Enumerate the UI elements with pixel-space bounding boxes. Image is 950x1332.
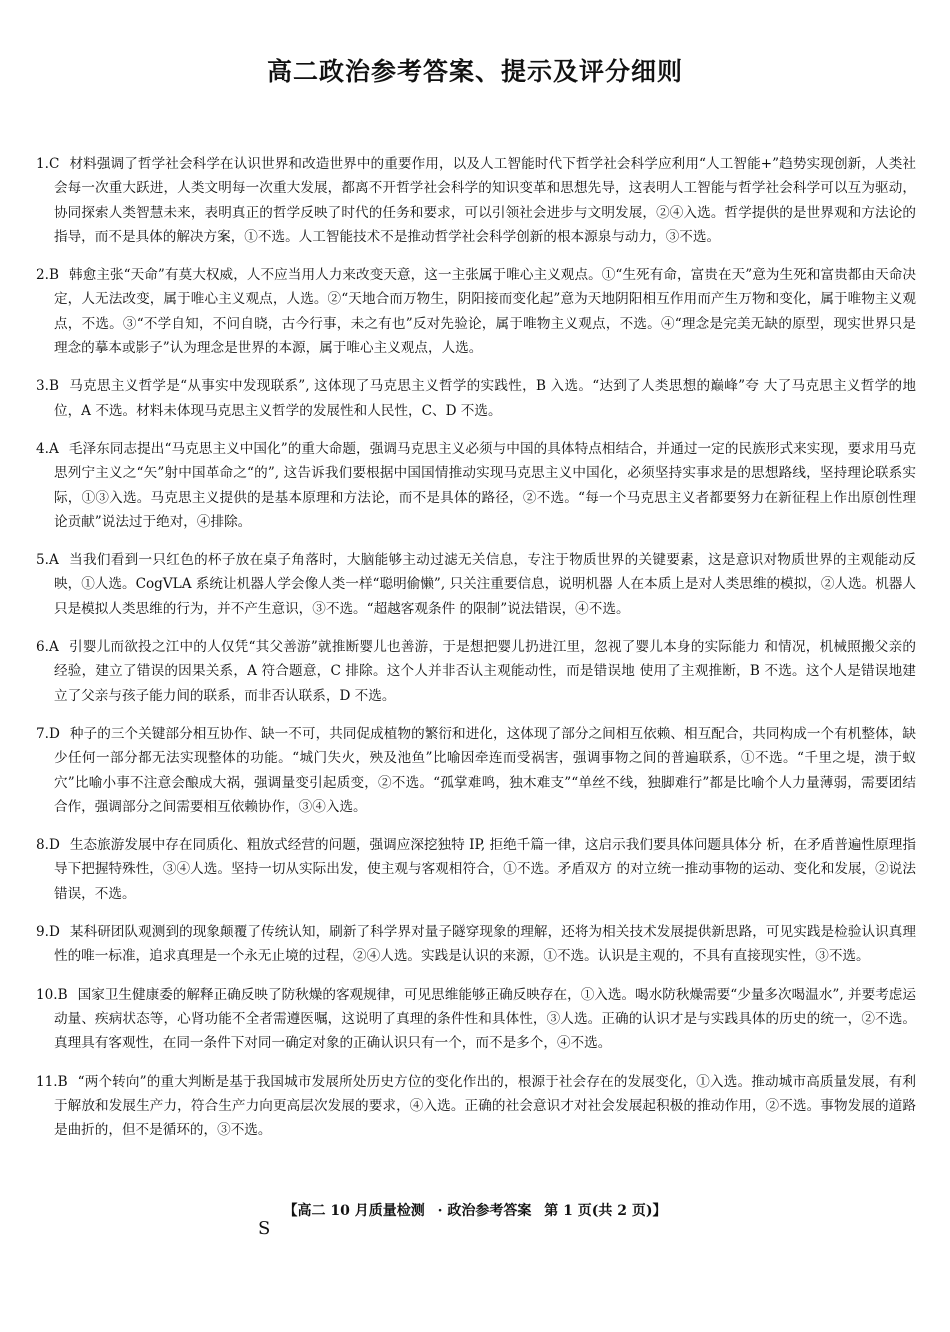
answer-explanation: 韩愈主张“天命”有莫大权威，人不应当用人力来改变天意，这一主张属于唯心主义观点。①“生死有命，富贵在天”意为生死和富贵都由天命决定，人无法改变，属于唯心主义观点，人选。②“天地合而万物生，阴阳接而变化起”意为天地阴阳相互作用而产生万物和变化，属于唯物主义观点，不选。③“不学自知，不问自晓，古今行事，未之有也”反对先验论，属于唯物主义观点，不选。④“理念是完美无缺的原型，现实世界只是理念的摹本或影子”认为理念是世界的本源，属于唯心主义观点，人选。 (54, 267, 916, 357)
answer-explanation: 生态旅游发展中存在同质化、粗放式经营的问题，强调应深挖独特 IP, 拒绝千篇一律，这启示我们要具体问题具体分 析，在矛盾普遍性原理指导下把握特殊性，③④人选。坚持一切从实际出发，使主观与客观相符合，①不选。矛盾双方 的对立统一推动事物的运动、变化和发展，②说法错误，不选。 (54, 837, 916, 902)
footer-exam-name: 【高二 10 月质量检测 (283, 1203, 425, 1219)
answer-item (36, 437, 916, 534)
answer-item (36, 983, 916, 1056)
answer-number: 4.A (36, 440, 59, 457)
answer-item (36, 263, 916, 360)
answer-explanation: 国家卫生健康委的解释正确反映了防秋燥的客观规律，可见思维能够正确反映存在，①入选。喝水防秋燥需要“少量多次喝温水”, 并要考虑运动量、疾病状态等，心肾功能不全者需遵医嘱，这说明了真理的条件性和具体性，③人选。正确的认识才是与实践具体的历史的统一，②不选。真理具有客观性，在同一条件下对同一确定对象的正确认识只有一个，而不是多个，④不选。 (54, 986, 916, 1052)
answer-explanation: 当我们看到一只红色的杯子放在桌子角落时，大脑能够主动过滤无关信息，专注于物质世界的关键要素，这是意识对物质世界的主观能动反映，①人选。CogVLA 系统让机器人学会像人类一样“聪明偷懒”, 只关注重要信息，说明机器 人在本质上是对人类思维的模拟，②人选。机器人只是模拟人类思维的行为，并不产生意识，③不选。“超越客观条件 的限制”说法错误，④不选。 (54, 552, 916, 617)
answer-number: 2.B (36, 267, 59, 284)
answer-number: 9.D (36, 924, 60, 941)
answer-explanation: 毛泽东同志提出“马克思主义中国化”的重大命题，强调马克思主义必须与中国的具体特点相结合，并通过一定的民族形式来实现，要求用马克思列宁主义之“矢”射中国革命之“的”, 这告诉我们要根据中国国情推动实现马克思主义中国化，必须坚持实事求是的思想路线，坚持理论联系实际，①③入选。马克思主义提供的是基本原理和方法论，而不是具体的路径，②不选。“每一个马克思主义者都要努力在新征程上作出原创性理论贡献”说法过于绝对，④排除。 (54, 440, 916, 530)
answer-explanation: 引婴儿而欲投之江中的人仅凭“其父善游”就推断婴儿也善游，于是想把婴儿扔进江里，忽视了婴儿本身的实际能力 和情况，机械照搬父亲的经验，建立了错误的因果关系，A 符合题意，C 排除。这个人并非否认主观能动性，而是错误地 使用了主观推断，B 不选。这个人是错误地建立了父亲与孩子能力间的联系，而非否认联系，D 不选。 (54, 639, 916, 704)
answer-item (36, 548, 916, 621)
answer-number: 5.A (36, 552, 59, 569)
answer-number: 11.B (36, 1073, 68, 1090)
answer-number: 6.A (36, 639, 59, 656)
answer-item (36, 920, 916, 969)
answer-item (36, 374, 916, 423)
answer-explanation: 马克思主义哲学是“从事实中发现联系”, 这体现了马克思主义哲学的实践性，B 入选。“达到了人类思想的巅峰”夸 大了马克思主义哲学的地位，A 不选。材料未体现马克思主义哲学的发展性和人民性，C、D 不选。 (54, 378, 916, 419)
answer-number: 10.B (36, 986, 68, 1003)
footer-page-number: 第 1 页(共 2 页)】 (544, 1203, 667, 1219)
answer-item (36, 635, 916, 708)
answer-item (36, 722, 916, 819)
answer-item (36, 152, 916, 249)
answer-number: 8.D (36, 837, 60, 854)
page-footer (0, 1200, 950, 1220)
answer-explanation: 材料强调了哲学社会科学在认识世界和改造世界中的重要作用，以及人工智能时代下哲学社会科学应利用“人工智能+”趋势实现创新，人类社会每一次重大跃进，人类文明每一次重大发展，都离不开哲学社会科学的知识变革和思想先导，这表明人工智能与哲学社会科学可以互为驱动，协同探索人类智慧未来，表明真正的哲学反映了时代的任务和要求，可以引领社会进步与文明发展，②④入选。哲学提供的是世界观和方法论的指导，而不是具体的解决方案，①不选。人工智能技术不是推动哲学社会科学创新的根本源泉与动力，③不选。 (54, 156, 916, 245)
answer-number: 7.D (36, 725, 60, 742)
answer-item (36, 1070, 916, 1143)
answer-explanation: 某科研团队观测到的现象颠覆了传统认知，刷新了科学界对量子隧穿现象的理解，还将为相关技术发展提供新思路，可见实践是检验认识真理性的唯一标准，追求真理是一个永无止境的过程，②④人选。实践是认识的来源，①不选。认识是主观的，不具有直接现实性，③不选。 (54, 924, 916, 965)
answer-number: 3.B (36, 378, 59, 395)
answer-explanation: 种子的三个关键部分相互协作、缺一不可，共同促成植物的繁衍和进化，这体现了部分之间相互依赖、相互配合，共同构成一个有机整体，缺少任何一部分都无法实现整体的功能。“城门失火，殃及池鱼”比喻因牵连而受祸害，强调事物之间的普遍联系，①不选。“千里之堤，溃于蚁穴”比喻小事不注意会酿成大祸，强调量变引起质变，②不选。“孤掌难鸣，独木难支”“单丝不线，独脚难行”都是比喻个人力量薄弱，需要团结合作，强调部分之间需要相互依赖协作，③④入选。 (54, 725, 916, 815)
answer-list (36, 152, 916, 1156)
answer-number: 1.C (36, 156, 60, 172)
answer-item (36, 833, 916, 906)
footer-subject: · 政治参考答案 (437, 1203, 532, 1219)
page-title: 高二政治参考答案、提示及评分细则 (266, 57, 683, 86)
answer-explanation: “两个转向”的重大判断是基于我国城市发展所处历史方位的变化作出的，根源于社会存在的发展变化，①入选。推动城市高质量发展，有利于解放和发展生产力，符合生产力向更高层次发展的要求，④入选。正确的社会意识才对社会发展起积极的推动作用，②不选。事物发展的道路是曲折的，但不是循环的，③不选。 (54, 1073, 916, 1139)
footer-mark: S (258, 1218, 271, 1239)
